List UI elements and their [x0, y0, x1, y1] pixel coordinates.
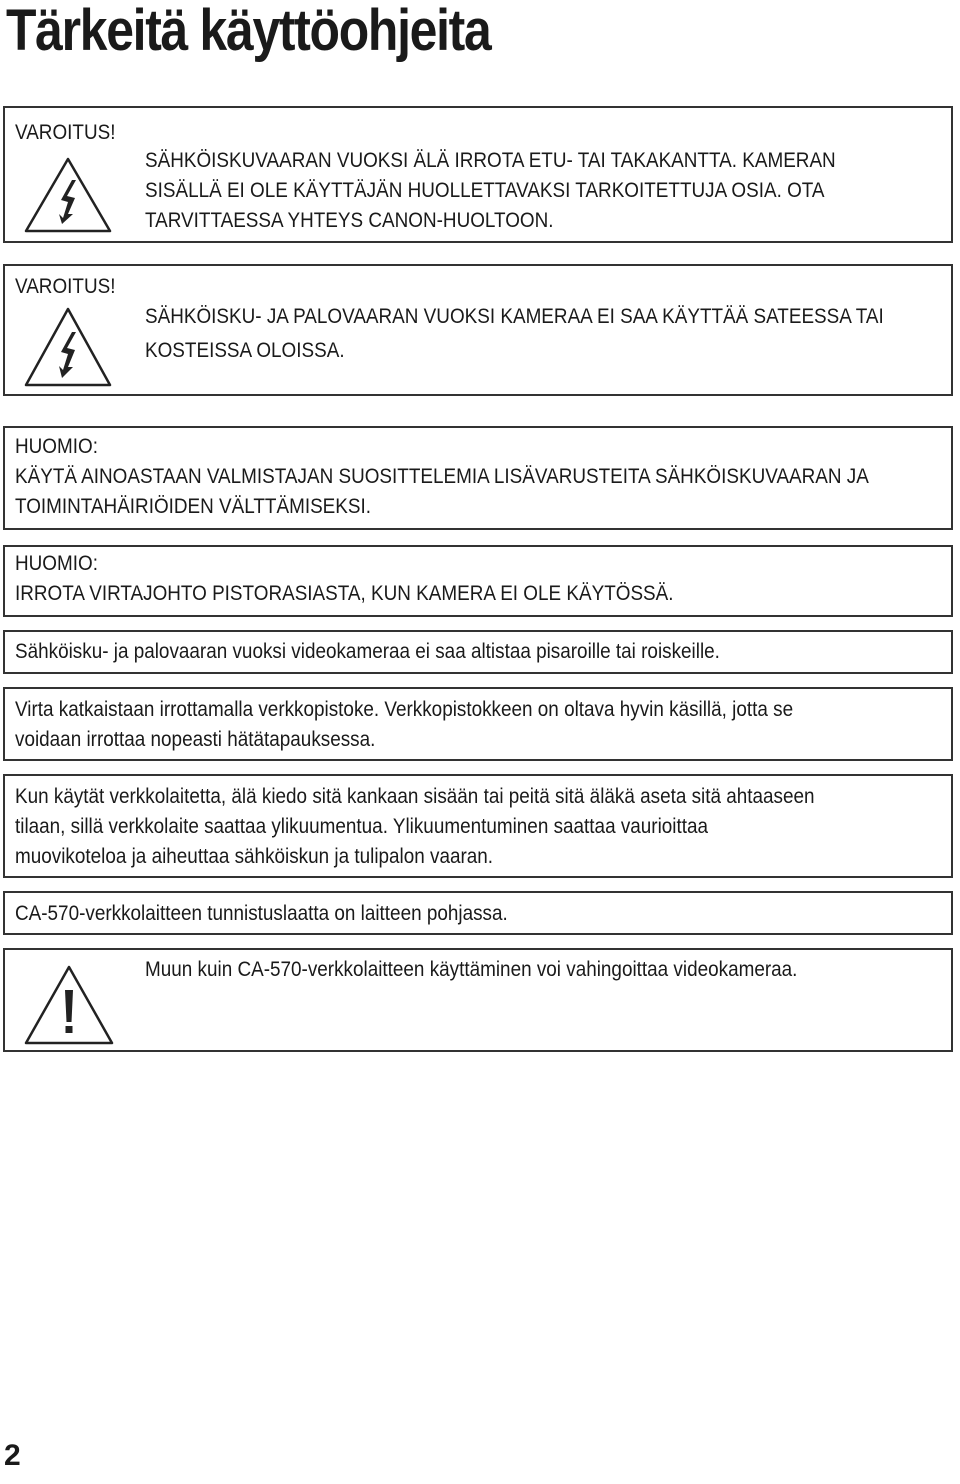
caution-label: HUOMIO:	[15, 435, 98, 458]
caution-label: HUOMIO:	[15, 552, 98, 575]
caution-text-line: TOIMINTAHÄIRIÖIDEN VÄLTTÄMISEKSI.	[15, 495, 372, 518]
warning-box-3	[3, 948, 953, 1052]
warning-text-line: TARVITTAESSA YHTEYS CANON-HUOLTOON.	[145, 209, 554, 232]
info-text-line: muovikoteloa ja aiheuttaa sähköiskun ja tulipalon vaaran.	[15, 845, 494, 868]
warning-text-line: SÄHKÖISKUVAARAN VUOKSI ÄLÄ IRROTA ETU- TAI TAKAKANTTA. KAMERAN	[145, 149, 836, 172]
page-number: 2	[4, 1439, 21, 1472]
lightning-warning-icon	[23, 156, 113, 234]
page-title: Tärkeitä käyttöohjeita	[6, 0, 491, 63]
warning-text-line: SÄHKÖISKU- JA PALOVAARAN VUOKSI KAMERAA EI SAA KÄYTTÄÄ SATEESSA TAI	[145, 305, 884, 328]
info-box-4	[3, 891, 953, 935]
lightning-warning-icon	[23, 306, 113, 388]
info-text-line: Kun käytät verkkolaitetta, älä kiedo sitä kankaan sisään tai peitä sitä äläkä aseta sitä ahtaaseen	[15, 785, 815, 808]
caution-box-2	[3, 545, 953, 617]
warning-text-line: Muun kuin CA-570-verkkolaitteen käyttäminen voi vahingoittaa videokameraa.	[145, 958, 798, 981]
info-text-line: voidaan irrottaa nopeasti hätätapauksessa.	[15, 728, 376, 751]
info-text-line: Sähköisku- ja palovaaran vuoksi videokameraa ei saa altistaa pisaroille tai roiskeille.	[15, 640, 720, 663]
info-text-line: Virta katkaistaan irrottamalla verkkopistoke. Verkkopistokkeen on oltava hyvin käsillä, jotta se	[15, 698, 794, 721]
info-box-3	[3, 774, 953, 878]
warning-box-2	[3, 264, 953, 396]
caution-box-1	[3, 426, 953, 530]
info-text-line: tilaan, sillä verkkolaite saattaa ylikuumentua. Ylikuumentuminen saattaa vaurioittaa	[15, 815, 709, 838]
warning-box-1	[3, 106, 953, 243]
caution-text-line: KÄYTÄ AINOASTAAN VALMISTAJAN SUOSITTELEMIA LISÄVARUSTEITA SÄHKÖISKUVAARAN JA	[15, 465, 869, 488]
warning-label: VAROITUS!	[15, 121, 116, 144]
info-box-2	[3, 687, 953, 761]
exclamation-warning-icon	[23, 964, 115, 1046]
warning-text-line: SISÄLLÄ EI OLE KÄYTTÄJÄN HUOLLETTAVAKSI TARKOITETTUJA OSIA. OTA	[145, 179, 825, 202]
info-text-line: CA-570-verkkolaitteen tunnistuslaatta on laitteen pohjassa.	[15, 902, 508, 925]
warning-text-line: KOSTEISSA OLOISSA.	[145, 339, 345, 362]
warning-label: VAROITUS!	[15, 275, 116, 298]
info-box-1	[3, 630, 953, 674]
caution-text-line: IRROTA VIRTAJOHTO PISTORASIASTA, KUN KAMERA EI OLE KÄYTÖSSÄ.	[15, 582, 674, 605]
